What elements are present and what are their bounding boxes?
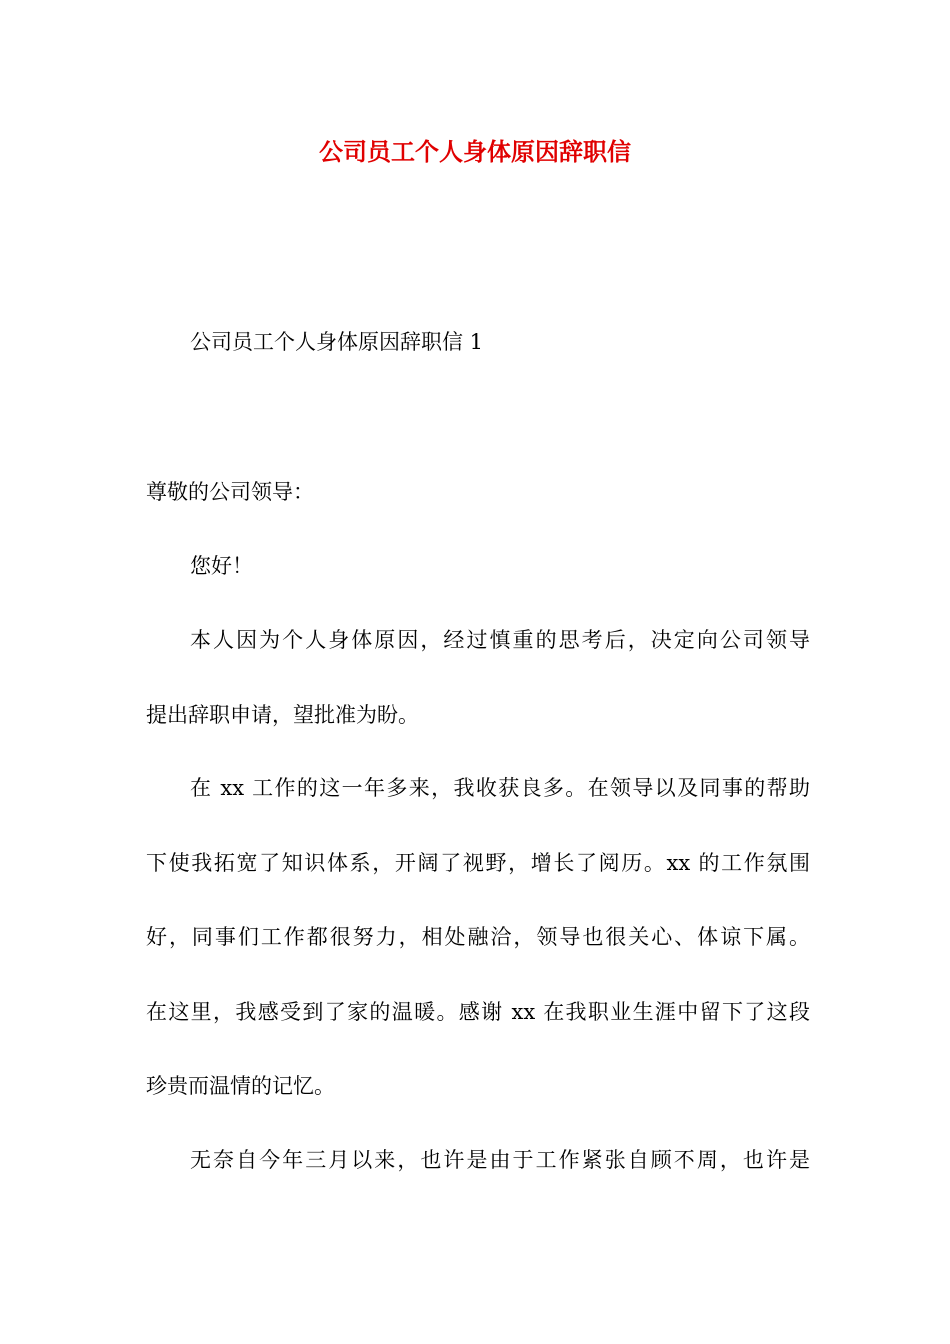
document-title: 公司员工个人身体原因辞职信 [319, 137, 631, 166]
body-line-8: 无奈自今年三月以来，也许是由于工作紧张自顾不周，也许是 [190, 1148, 810, 1172]
body-line-7: 珍贵而温情的记忆。 [146, 1074, 335, 1098]
body-line-2: 提出辞职申请，望批准为盼。 [146, 703, 419, 727]
body-line-5: 好，同事们工作都很努力，相处融洽，领导也很关心、体谅下属。 [146, 925, 810, 949]
body-line-3: 在 xx 工作的这一年多来，我收获良多。在领导以及同事的帮助 [190, 776, 810, 800]
body-line-4: 下使我拓宽了知识体系，开阔了视野，增长了阅历。xx 的工作氛围 [146, 851, 810, 875]
body-line-6: 在这里，我感受到了家的温暖。感谢 xx 在我职业生涯中留下了这段 [146, 1000, 810, 1024]
salutation: 尊敬的公司领导： [146, 480, 314, 504]
greeting: 您好！ [190, 554, 253, 578]
letter-subtitle: 公司员工个人身体原因辞职信 1 [190, 330, 484, 354]
body-line-1: 本人因为个人身体原因，经过慎重的思考后，决定向公司领导 [190, 628, 810, 652]
